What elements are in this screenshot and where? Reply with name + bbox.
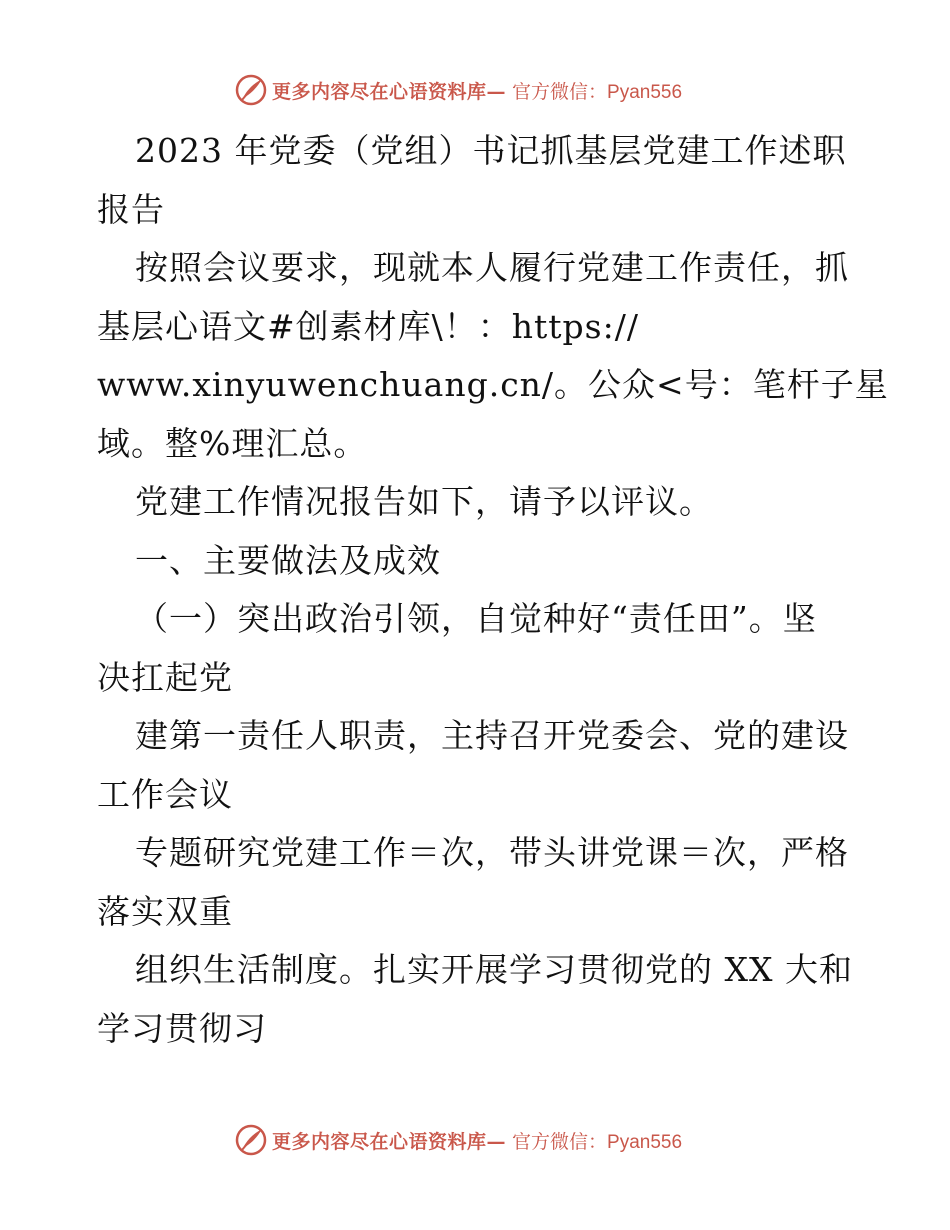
paragraph-line: 决扛起党 [97,657,233,697]
paragraph-line: 建第一责任人职责，主持召开党委会、党的建设 [135,716,849,755]
paragraph-line: 专题研究党建工作＝次，带头讲党课＝次，严格 [135,833,849,872]
document-title-line: 2023 年党委（党组）书记抓基层党建工作述职 [135,131,847,170]
paragraph-line: 基层心语文#创素材库\！：https:// [97,306,639,346]
watermark-text: 更多内容尽在心语资料库— [272,1130,507,1153]
paragraph-line: 党建工作情况报告如下，请予以评议。 [135,482,713,521]
section-heading: 一、主要做法及成效 [135,540,441,580]
quill-pen-logo-icon [234,1123,268,1157]
paragraph-line: 学习贯彻习 [97,1008,267,1048]
header-watermark [234,72,682,108]
document-body [97,122,889,1058]
paragraph-line: 工作会议 [97,774,233,814]
paragraph-line: 按照会议要求，现就本人履行党建工作责任，抓 [135,248,849,287]
footer-watermark [234,1122,682,1158]
watermark-text: 更多内容尽在心语资料库— [272,80,507,103]
document-title-line: 报告 [97,189,165,229]
paragraph-line: 组织生活制度。扎实开展学习贯彻党的 XX 大和 [135,950,853,989]
quill-pen-logo-icon [234,73,268,107]
paragraph-line: 域。整%理汇总。 [97,423,368,463]
watermark-wechat: 官方微信：Pyan556 [512,1131,683,1153]
paragraph-line: （一）突出政治引领，自觉种好“责任田”。坚 [135,599,817,638]
paragraph-line: www.xinyuwenchuang.cn/。公众<号：笔杆子星 [97,365,889,404]
paragraph-line: 落实双重 [97,891,233,931]
watermark-wechat: 官方微信：Pyan556 [512,81,683,103]
